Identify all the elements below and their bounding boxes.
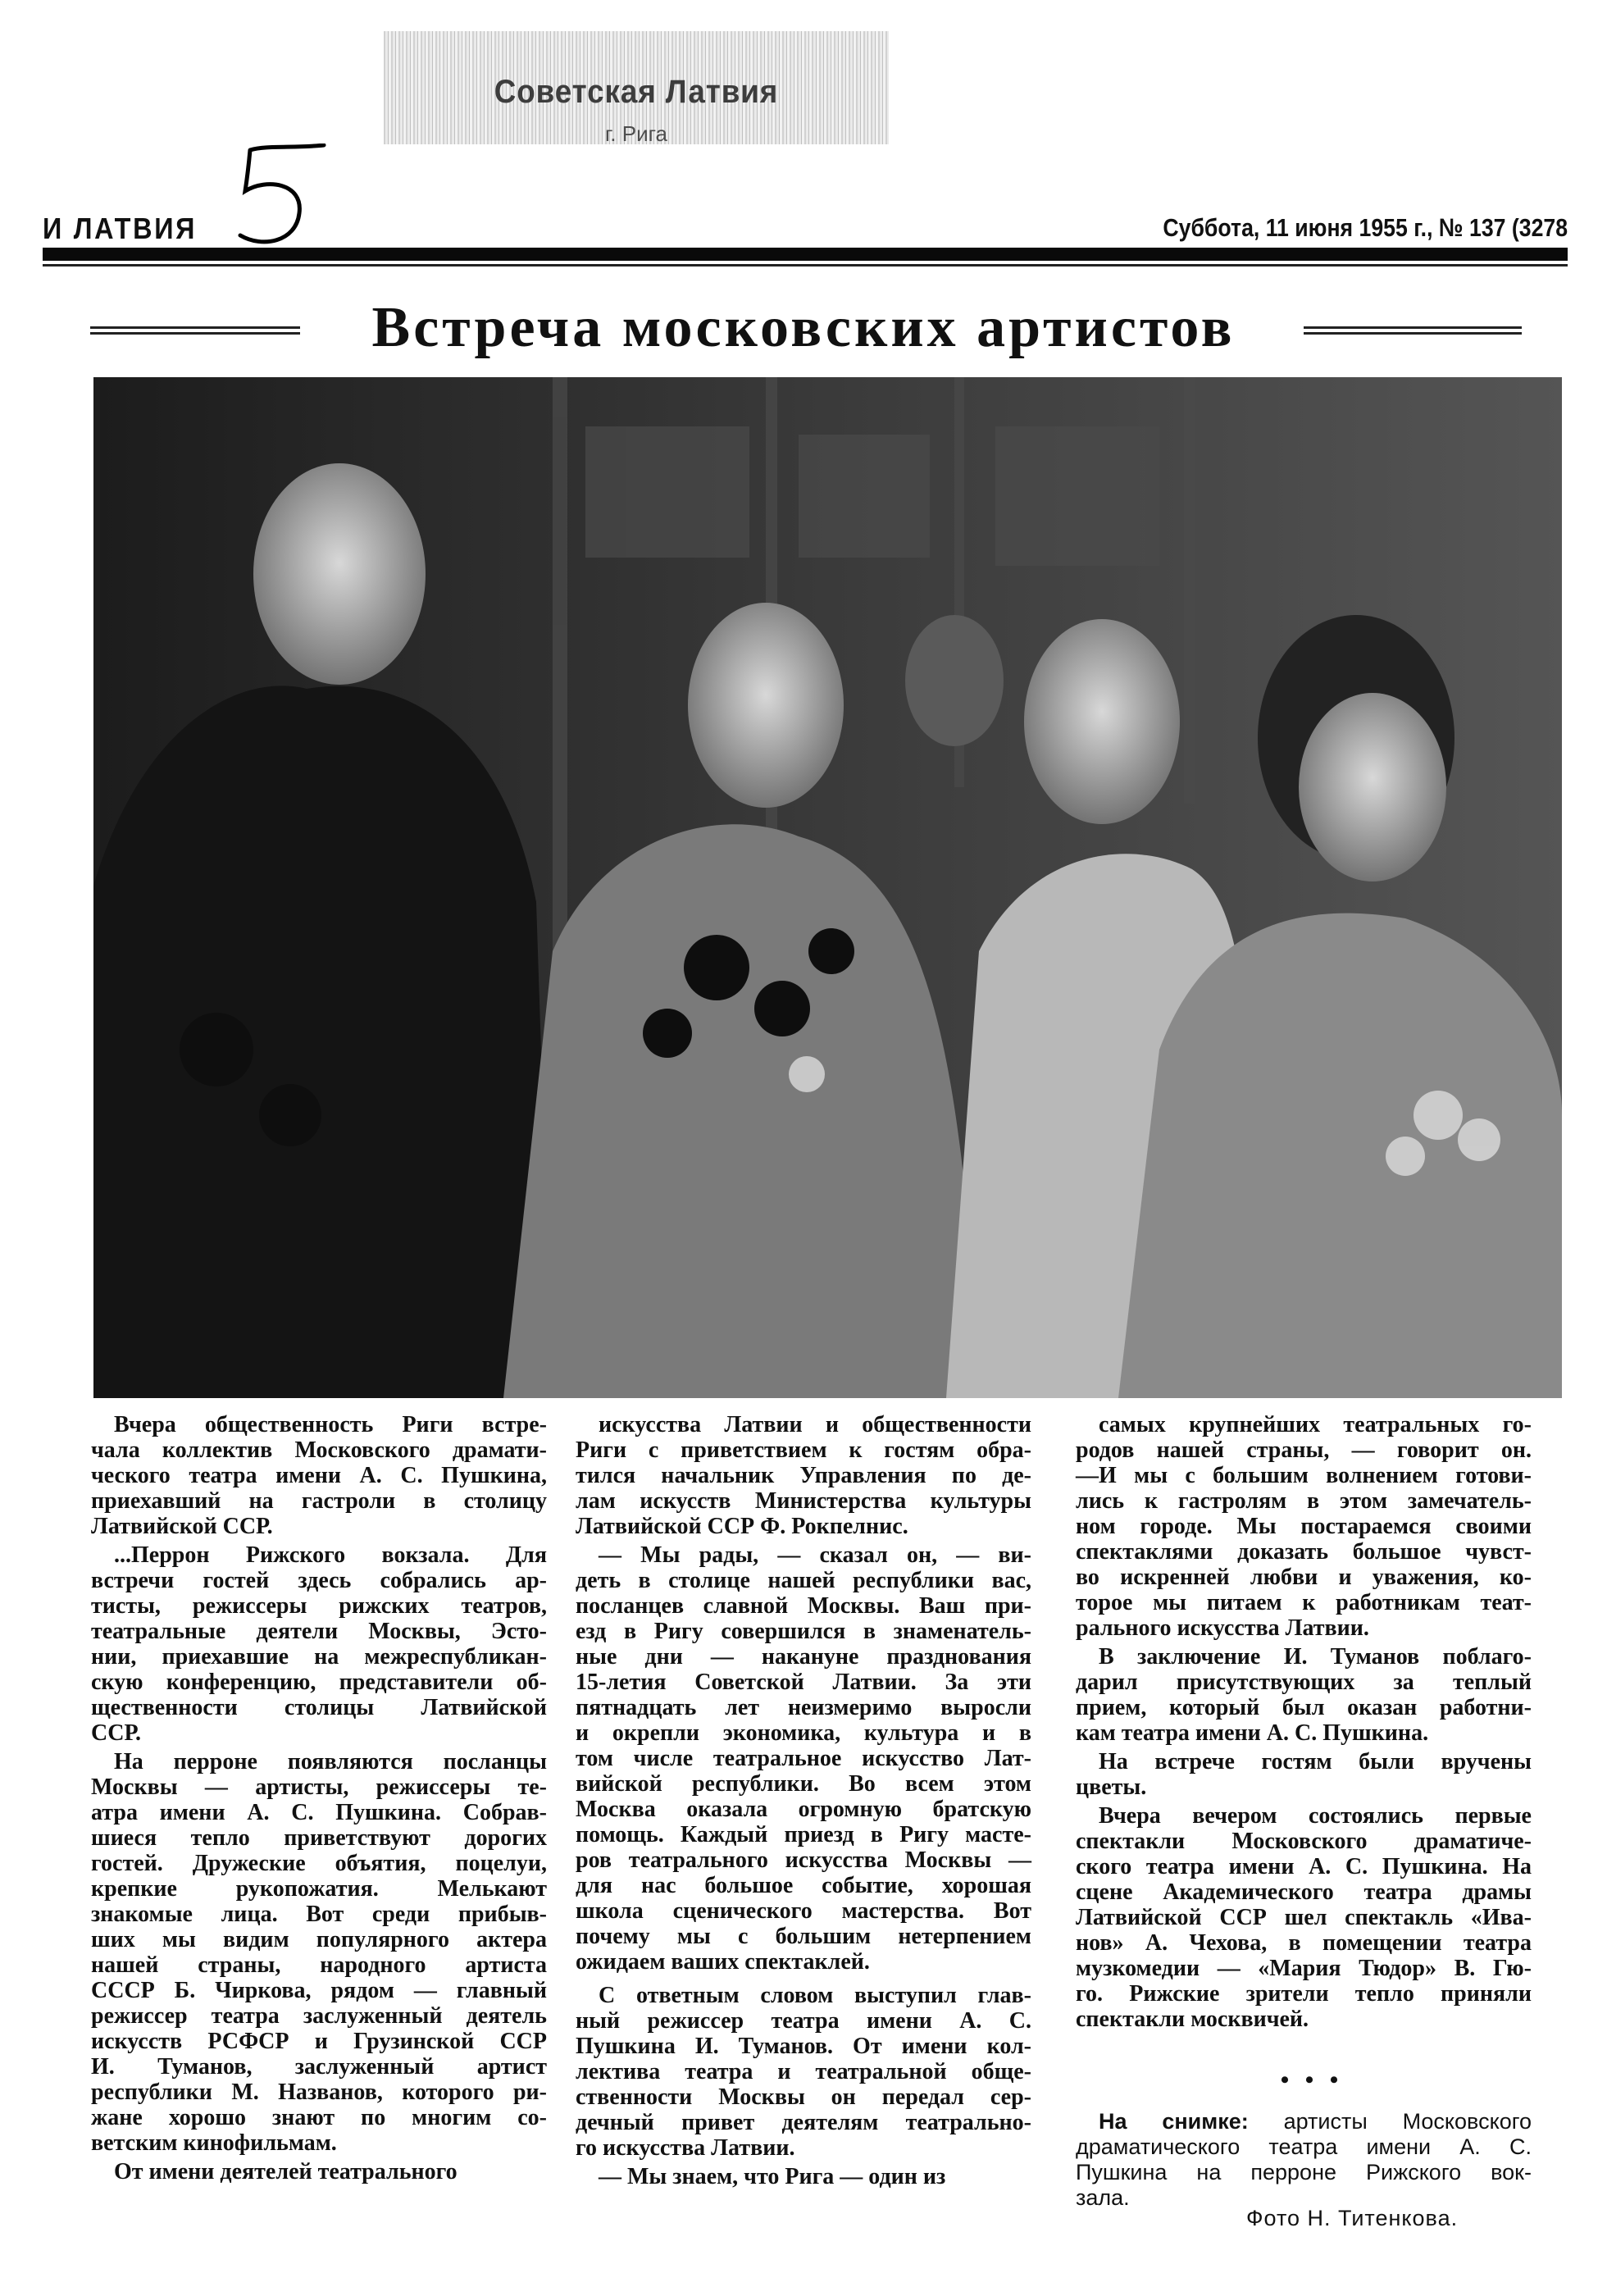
article-line: кам театра имени А. С. Пушкина. [1076, 1720, 1429, 1746]
article-line: лам искусств Министерства культуры [576, 1488, 1031, 1514]
photo-caption [1076, 2109, 1532, 2211]
article-line: лектива театра и театральной обще- [576, 2059, 1031, 2084]
article-line: чала коллектив Московского драмати- [91, 1437, 547, 1463]
article-line: щественности столицы Латвийской [91, 1695, 547, 1720]
caption-line: зала. [1076, 2185, 1130, 2210]
article-paragraph [1076, 1412, 1532, 1641]
article-line: Москва оказала огромную братскую [576, 1797, 1031, 1822]
article-line: посланцев славной Москвы. Ваш при- [576, 1593, 1031, 1619]
article-line: нашей страны, народного артиста [91, 1952, 547, 1978]
article-line: И. Туманов, заслуженный артист [91, 2054, 547, 2080]
masthead-rule-thin [43, 264, 1568, 266]
article-line: ческого театра имени А. С. Пушкина, [91, 1463, 547, 1488]
article-line: Вчера вечером состоялись первые [1099, 1803, 1532, 1829]
article-line: СССР Б. Чиркова, рядом — главный [91, 1978, 547, 2003]
article-line: 15-летия Советской Латвии. За эти [576, 1670, 1031, 1695]
article-paragraph [576, 1983, 1031, 2161]
article-line: театральные деятели Москвы, Эсто- [91, 1619, 547, 1644]
article-line: Пушкина И. Туманов. От имени кол- [576, 2034, 1031, 2059]
article-line: дечный привет деятелям театрально- [576, 2110, 1031, 2135]
article-line: гостей. Дружеские объятия, поцелуи, [91, 1851, 547, 1876]
article-line: Латвийской ССР Ф. Рокпелнис. [576, 1514, 908, 1539]
stamp-city: г. Рига [605, 121, 667, 146]
masthead-dateline: Суббота, 11 июня 1955 г., № 137 (3278 [1163, 213, 1568, 242]
article-line: встречи гостей здесь собрались ар- [91, 1568, 547, 1593]
stamp-newspaper-name: Советская Латвия [494, 74, 779, 110]
article-line: самых крупнейших театральных го- [1099, 1412, 1532, 1437]
article-line: Москвы — артисты, режиссеры те- [91, 1774, 547, 1800]
article-line: знакомые лица. Вот среди прибыв- [91, 1902, 547, 1927]
article-line: помощь. Каждый приезд в Ригу масте- [576, 1822, 1031, 1847]
article-line: лись к гастролям в этом замечатель- [1076, 1488, 1532, 1514]
article-line: го искусства Латвии. [576, 2135, 795, 2161]
article-line: искусства Латвии и общественности [599, 1412, 1031, 1437]
article-line: Риги с приветствием к гостям обра- [576, 1437, 1031, 1463]
article-line: ших мы видим популярного актера [91, 1927, 547, 1952]
article-paragraph [91, 1749, 547, 2156]
article-line: нов» А. Чехова, в помещении театра [1076, 1930, 1532, 1956]
article-line: ственности Москвы он передал сер- [576, 2084, 1031, 2110]
article-line: школа сценического мастерства. Вот [576, 1898, 1031, 1924]
article-line: прием, который был оказан работни- [1076, 1695, 1532, 1720]
article-line: —И мы с большим волнением готови- [1076, 1463, 1532, 1488]
article-line: В заключение И. Туманов поблаго- [1099, 1644, 1532, 1670]
article-line: ...Перрон Рижского вокзала. Для [114, 1542, 547, 1568]
article-line: ров театрального искусства Москвы — [576, 1847, 1031, 1873]
article-line: почему мы с большим нетерпением [576, 1924, 1031, 1949]
article-line: искусств РСФСР и Грузинской ССР [91, 2029, 547, 2054]
article-paragraph [91, 1542, 547, 1746]
article-line: и окрепли экономика, культура и в [576, 1720, 1031, 1746]
caption-text: артисты Московского [1248, 2109, 1532, 2134]
caption-line: Пушкина на перроне Рижского вок- [1076, 2160, 1532, 2184]
article-photo [93, 377, 1562, 1398]
article-line: С ответным словом выступил глав- [599, 1983, 1031, 2008]
article-line: приехавший на гастроли в столицу [91, 1488, 547, 1514]
article-line: рального искусства Латвии. [1076, 1615, 1369, 1641]
article-line: ветским кинофильмам. [91, 2130, 337, 2156]
archive-stamp [384, 31, 889, 144]
article-line: том числе театральное искусство Лат- [576, 1746, 1031, 1771]
article-line: ный режиссер театра имени А. С. [576, 2008, 1031, 2034]
article-line: родов нашей страны, — говорит он. [1076, 1437, 1532, 1463]
article-paragraph [91, 1412, 547, 1539]
article-paragraph [91, 2159, 547, 2184]
article-column-2 [576, 1412, 1031, 2193]
section-separator: • • • [1280, 2066, 1344, 2093]
masthead-name: И ЛАТВИЯ [43, 212, 198, 245]
article-line: деть в столице нашей республики вас, [576, 1568, 1031, 1593]
article-paragraph [576, 1542, 1031, 1975]
article-line: Латвийской ССР шел спектакль «Ива- [1076, 1905, 1532, 1930]
article-line: крепкие рукопожатия. Мелькают [91, 1876, 547, 1902]
article-column-1 [91, 1412, 547, 2188]
article-line: скую конференцию, представители об- [91, 1670, 547, 1695]
article-line: республики М. Названов, которого ри- [91, 2080, 547, 2105]
photo-illustration [93, 377, 1562, 1398]
article-line: пятнадцать лет неизмеримо выросли [576, 1695, 1031, 1720]
article-line: жане хорошо знают по многим со- [91, 2105, 547, 2130]
article-line: для нас большое событие, хорошая [576, 1873, 1031, 1898]
article-paragraph [1076, 1644, 1532, 1746]
article-line: торое мы питаем к работникам теат- [1076, 1590, 1532, 1615]
article-line: тился начальник Управления по де- [576, 1463, 1031, 1488]
article-line: езд в Ригу совершился в знаменатель- [576, 1619, 1031, 1644]
article-line: спектаклями доказать большое чувст- [1076, 1539, 1532, 1565]
masthead-rule [43, 248, 1568, 261]
article-paragraph [576, 1412, 1031, 1539]
article-paragraph [1076, 1749, 1532, 1800]
article-line: — Мы знаем, что Рига — один из [599, 2164, 946, 2189]
article-line: На встрече гостям были вручены [1099, 1749, 1532, 1774]
article-line: На перроне появляются посланцы [114, 1749, 547, 1774]
photo-credit: Фото Н. Титенкова. [1246, 2206, 1459, 2230]
article-line: вийской республики. Во всем этом [576, 1771, 1031, 1797]
article-line: дарил присутствующих за теплый [1076, 1670, 1532, 1695]
article-line: Вчера общественность Риги встре- [114, 1412, 547, 1437]
article-line: во искренней любви и уважения, ко- [1076, 1565, 1532, 1590]
article-line: спектакли Московского драматиче- [1076, 1829, 1532, 1854]
caption-label: На снимке: [1099, 2109, 1249, 2134]
article-line: спектакли москвичей. [1076, 2007, 1309, 2032]
article-line: цветы. [1076, 1774, 1147, 1800]
article-line: ные дни — накануне празднования [576, 1644, 1031, 1670]
caption-line: драматического театра имени А. С. [1076, 2134, 1532, 2159]
article-paragraph [1076, 1803, 1532, 2032]
handwritten-page-number [234, 144, 332, 250]
caption-line [1076, 2109, 1532, 2134]
article-line: режиссер театра заслуженный деятель [91, 2003, 547, 2029]
article-line: От имени деятелей театрального [114, 2159, 458, 2184]
article-line: сцене Академического театра драмы [1076, 1879, 1532, 1905]
article-line: атра имени А. С. Пушкина. Собрав- [91, 1800, 547, 1825]
article-line: музкомедии — «Мария Тюдор» В. Гю- [1076, 1956, 1532, 1981]
article-paragraph [576, 2164, 1031, 2189]
article-line: ожидаем ваших спектаклей. [576, 1949, 870, 1975]
article-line: Латвийской ССР. [91, 1514, 273, 1539]
article-line: тисты, режиссеры рижских театров, [91, 1593, 547, 1619]
article-line: ССР. [91, 1720, 142, 1746]
article-line: нии, приехавшие на межреспубликан- [91, 1644, 547, 1670]
article-column-3 [1076, 1412, 1532, 2035]
article-title: Встреча московских артистов [371, 296, 1236, 359]
article-line: шиеся тепло приветствуют дорогих [91, 1825, 547, 1851]
article-line: го. Рижские зрители тепло приняли [1076, 1981, 1532, 2007]
article-line: — Мы рады, — сказал он, — ви- [599, 1542, 1031, 1568]
article-line: ном городе. Мы постараемся своими [1076, 1514, 1532, 1539]
article-line: ского театра имени А. С. Пушкина. На [1076, 1854, 1532, 1879]
